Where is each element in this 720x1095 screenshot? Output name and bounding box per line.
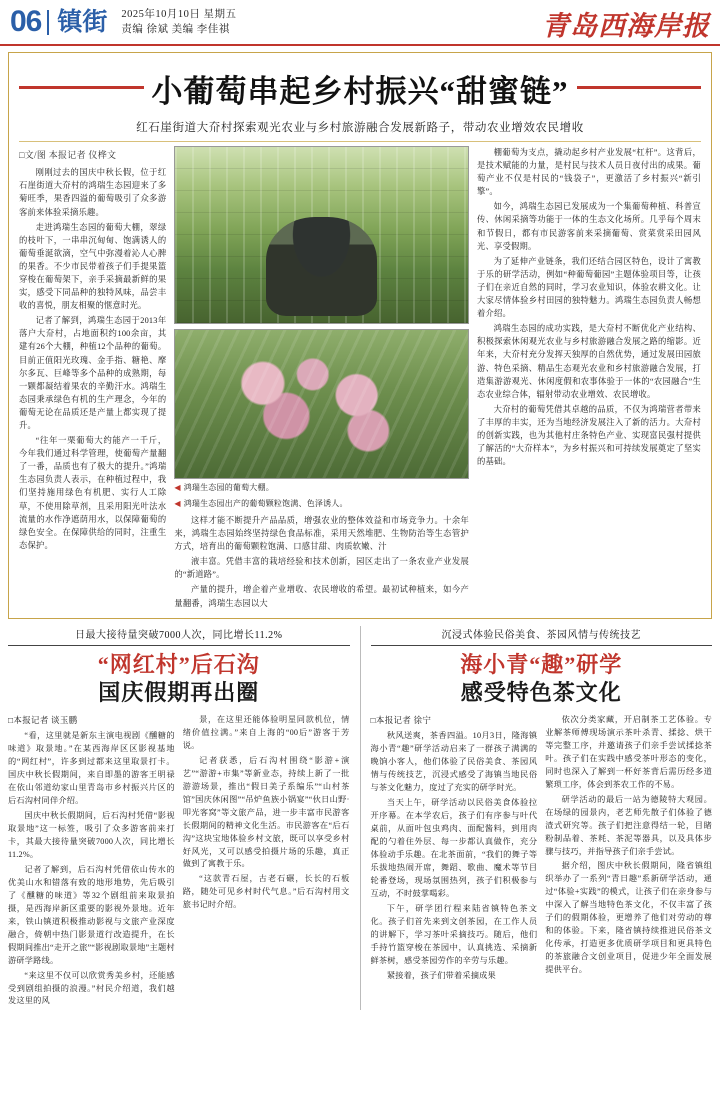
paragraph: 国庆中秋长假期间，后石沟村凭借“影视取景地”这一标签，吸引了众多游客前来打卡，其最大接待量突破7000人次，同比增长11.2%。 — [8, 811, 175, 859]
lead-column-middle — [174, 146, 469, 612]
paragraph: 为了延伸产业链条，我们还结合园区特色，设计了寓教于乐的研学活动，例如“种葡萄葡园”主题体验项目等，让孩子们在亲近自然的同时，学习农业知识，体验农耕文化。让大家尽情体验乡村田园的独特魅力。鸿瑞生态园负责人畅想着介绍。 — [477, 256, 701, 319]
lead-column-right — [477, 146, 701, 612]
lead-byline: □文/图 本报记者 仪桦文 — [19, 150, 117, 160]
paragraph: 依次分类家藏，开启制茶工艺体验。专业解茶师傅现场演示茶叶杀青、揉捻、烘干等完整工序，并邀请孩子们亲手尝试揉捻茶叶。孩子们在实践中感受茶叶形态的变化，同时也深入了解到一杯好茶背后需历经多道繁琐工序，体会到茶农工作的不易。 — [545, 714, 712, 789]
page-number: 06 — [10, 5, 42, 38]
headline-line-2: 感受特色茶文化 — [460, 679, 622, 705]
lead-subhead: 红石崖街道大夼村探索观光农业与乡村旅游融合发展新路子，带动农业增效农民增收 — [19, 119, 701, 142]
lead-headline: 小葡萄串起乡村振兴“甜蜜链” — [151, 74, 569, 109]
lead-article — [8, 52, 712, 619]
tea-column-b — [545, 714, 712, 985]
headline-line-1: 海小青“趣”研学 — [460, 651, 623, 677]
photo-grape-closeup — [174, 329, 469, 479]
houshigou-column-a — [8, 714, 175, 1010]
tea-byline: □本报记者 徐宁 — [370, 714, 432, 725]
editor-credits: 责编 徐斌 美编 李佳祺 — [121, 24, 230, 35]
paragraph: “这款青石屋，古老石碾，长长的石板路，随处可见乡村时代气息。”后石沟村用文旅书记时介绍。 — [182, 874, 350, 910]
houshigou-column-b — [183, 714, 350, 1010]
tea-headline — [371, 651, 713, 707]
paragraph: 这样才能不断提升产品品质，增强农业的整体效益和市场竞争力。十余年来，鸿瑞生态园始终坚持绿色食品标准，采用天然堆肥、生物防治等生态管护方式，培育出的葡萄颗粒饱满、口感甘甜、肉质软嫩、汁 — [174, 516, 470, 552]
paragraph: 产量的提升，增企着产业增收、农民增收的希望。最初试种植来，如今产量翻番，鸿瑞生态园以大 — [174, 585, 470, 608]
photo-caption-2 — [174, 498, 469, 510]
headline-line-1: “网红村”后石沟 — [97, 651, 260, 677]
paragraph: “来这里不仅可以欣赏秀美乡村，还能感受到剧组拍摄的浪漫。”村民介绍道，我们越发这里的风 — [8, 970, 175, 1006]
paragraph: “往年一栗葡萄大约能产一千斤，今年我们通过科学管理，使葡萄产量翻了一番，品质也有了极大的提升。”鸿瑞生态园负责人表示，在种植过程中，我们坚持施用绿色有机肥、实行人工除草，不使用除草剂，且采用阳光叶法水流量的水作净遮荫用水，以保障葡萄的绿色安全。在保障供给的同时，注重生态保护。 — [19, 436, 167, 550]
paragraph: 刚刚过去的国庆中秋长假，位于红石崖街道大夼村的鸿瑞生态园迎来了多菊旺季，果香四溢的葡萄吸引了众多游客前来体验采摘乐趣。 — [19, 168, 167, 217]
houshigou-headline — [8, 651, 350, 707]
paragraph: 紧接着，孩子们带着采摘成果 — [386, 970, 496, 980]
triangle-icon: ◀ — [174, 499, 181, 508]
caption-text: 鸿瑞生态园出产的葡萄颗粒饱满、色泽诱人。 — [183, 499, 348, 508]
paragraph: 液丰富。凭借丰富的栽培经验和技术创新，园区走出了一条农业产业发展的“新道路”。 — [174, 557, 470, 580]
lower-section — [8, 626, 712, 1011]
masthead-meta — [121, 7, 236, 37]
paragraph: 如今，鸿瑞生态园已发展成为一个集葡萄种植、科普宣传、休闲采摘等功能于一体的生态文化场所。几乎每个周末和节假日，都有市民游客前来采摘葡萄、赏菜赏采田园风光、享受假期。 — [477, 202, 701, 251]
paragraph: 鸿瑞生态园的成功实践，是大夼村不断优化产业结构、积极探索休闲观光农业与乡村旅游融合发展之路的缩影。近年来，大夼村充分发挥天独厚的自然优势，通过发展田园旅游、特色采摘、精品生态观光农业和乡村旅游融合发展，打造集游游观光、休闲度假和农事体验于一体的“农园融合”生态农业综合体，辐射带动农业增效、农民增收。 — [477, 324, 701, 399]
paragraph: 下午，研学团行程来陆省镇特色茶文化。孩子们首先来到文创茶园，在工作人员的讲解下，学习茶叶采摘技巧。随后，他们手持竹篮穿梭在茶园中，认真挑选、采摘新鲜茶树，感受茶园劳作的辛劳与乐趣。 — [370, 903, 538, 965]
caption-text: 鸿瑞生态园的葡萄大棚。 — [183, 483, 274, 492]
headline-rule — [19, 61, 701, 113]
rule-right — [577, 86, 702, 89]
tea-kicker: 沉浸式体验民俗美食、茶园风情与传统技艺 — [371, 626, 713, 646]
column-divider — [360, 626, 361, 1011]
paragraph: 记者了解到，后石沟村凭借依山传水的优美山水和错落有致的地形地势，先后吸引了《醺糖的味道》等32个剧组前来取景拍摄，是西海岸新区重要的影视外景地。近年来，铁山镇道积极推动影视与文旅产业深度融合，倚朝中热门影景道行改造提升，在长假期间推出“走开之旅”“影视剧取景地”主题村游研学路线。 — [8, 864, 175, 965]
houshigou-byline: □本报记者 谈玉鹏 — [8, 714, 78, 725]
paragraph: “看，这里就是新东主演电视剧《醺糖的味道》取景地。”在某西海岸区区影视基地的“网红村”，许多到过都来这里取景打卡。国庆中秋长假期间，来自即墨的游客王明禄在依山邻道幼家山里青岛市乡村振兴片区的后石沟村同伴介绍。 — [8, 731, 175, 806]
paragraph: 秋风送爽，茶香四溢。10月3日，隆海镇海小青“趣”研学活动启来了一群孩子满满的晚饷小客人，他们体验了民俗美食、茶园风情与传统技艺，沉浸式感受了海镇当地民俗与茶文化魅力，度过了充实的研学时光。 — [370, 731, 538, 793]
tea-column-a — [371, 714, 538, 985]
paragraph: 记者了解到，鸿瑞生态园于2013年落户大夼村，占地面积约100余亩，其建有26个大棚，种植12个品种的葡萄。目前正值阳光玫瑰、金手指、糖艳、摩尔多瓦、巨峰等多个品种的成熟期，每一颗都凝结着果农的辛勤汗水。鸿瑞生态园秉承绿色有机的生产理念，今年的葡萄无论在品质还是产量上都实现了提升。 — [19, 316, 167, 430]
paragraph: 当天上午，研学活动以民俗美食体验拉开序幕。在本学农后，孩子们有序参与叶代桌前，从面叶包虫鸡肉、面配酱料，到用肉配的勺着住外层、每一步都认真做作，充分体验动手乐趣。在北茶面前，“我们的舞子等乐拔地热闹开席，舞蹈、歌曲、魔术等节目轮番登场，现场氛围热列，孩子们积极参与互动，不时鼓掌喝彩。 — [370, 798, 538, 898]
paragraph: 研学活动的最后一站为德陵特大观园。在场绿的园景内，老艺师先散子们体验了德渣式研究等。孩子们把注意得结一轮，目睹粉制品着、茶耗、茶泥等器具，以及具体步骤与技巧，并指导孩子们亲手尝试。 — [545, 794, 712, 856]
paragraph: 大夼村的葡萄凭借其卓越的品质，不仅为鸿瑞营者带来了丰厚的丰实，还为当地经济发展注入了新的活力。大夼村的创新实践，也为其他村庄条特色产业、实现富民强村提供了解活的“大夼样本”，为乡村振兴和可持续发展奠定了坚实的基础。 — [477, 404, 701, 467]
rule-left — [19, 86, 144, 89]
triangle-icon: ◀ — [174, 483, 181, 492]
paragraph: 棚葡萄为支点，撬动起乡村产业发展“杠杆”。这背后，是技术赋能的力量，是村民与技术人员日夜付出的成果。葡萄产业不仅是村民的“钱袋子”，更激活了乡村振兴“新引擎”。 — [477, 148, 701, 197]
lead-column-left — [19, 146, 166, 612]
paragraph: 景，在这里还能体验明星同款机位，情绪价值拉满。”来自上海的“00后”游客于芳说。 — [182, 714, 350, 750]
headline-line-2: 国庆假期再出圈 — [98, 679, 260, 705]
houshigou-kicker: 日最大接待量突破7000人次，同比增长11.2% — [8, 626, 350, 646]
photo-grape-greenhouse — [174, 146, 469, 324]
publication-date: 2025年10月10日 星期五 — [121, 8, 237, 20]
paragraph: 走进鸿瑞生态园的葡萄大棚，翠绿的枝叶下，一串串沉甸甸、饱满诱人的葡萄垂涎欲滴，空气中弥漫着沁人心脾的果香。不少市民带着孩子们手提果篮穿梭在葡萄架下，亲手采摘最新鲜的果实，感受下同品种的独特风味，品尝丰收的喜悦，朋友相聚的惬意时光。 — [19, 222, 167, 311]
article-houshigou — [8, 626, 350, 1011]
paragraph: 据介绍，图庆中秋长假期间，隆省镇组织举办了一系列“青日趣”系新研学活动，通过“体验+实践”的模式，让孩子们在亲身参与中深入了解当地特色茶文化，不仅丰富了孩子们的假期体验，更增养了他们对劳动的尊和的体验。下来，隆省镇持续推进民俗茶文化传承，打造更多优质研学项目和更具特色的茶旅融合文创业项目，促进少年全面发展提供平台。 — [545, 861, 712, 975]
article-tea-study — [371, 626, 713, 1011]
tea-body — [371, 714, 713, 985]
houshigou-body — [8, 714, 350, 1010]
photo-caption-1 — [174, 482, 469, 494]
lead-body — [19, 146, 701, 612]
section-title: 镇街 — [47, 10, 107, 35]
newspaper-name: 青岛西海岸报 — [542, 11, 710, 41]
masthead — [0, 0, 720, 46]
paragraph: 记者获悉，后石沟村围绕“影游+演艺”“游游+市集”等新业态，持续上新了一批游游场景，推出“假日美子系编乐”“山村茶馆”国庆休闲图”“吊炉鱼族小锅宴”“伙日山野·叩光客窝”等文旅产品，进一步丰富市民游客长假期间的精神文化生活。市民游客在“后石沟”这块宝地体验乡村文旅，既可以享受乡村好风光，又可以感受拍摄片场的乐趣，真正做到了寓教于乐。 — [182, 755, 350, 869]
